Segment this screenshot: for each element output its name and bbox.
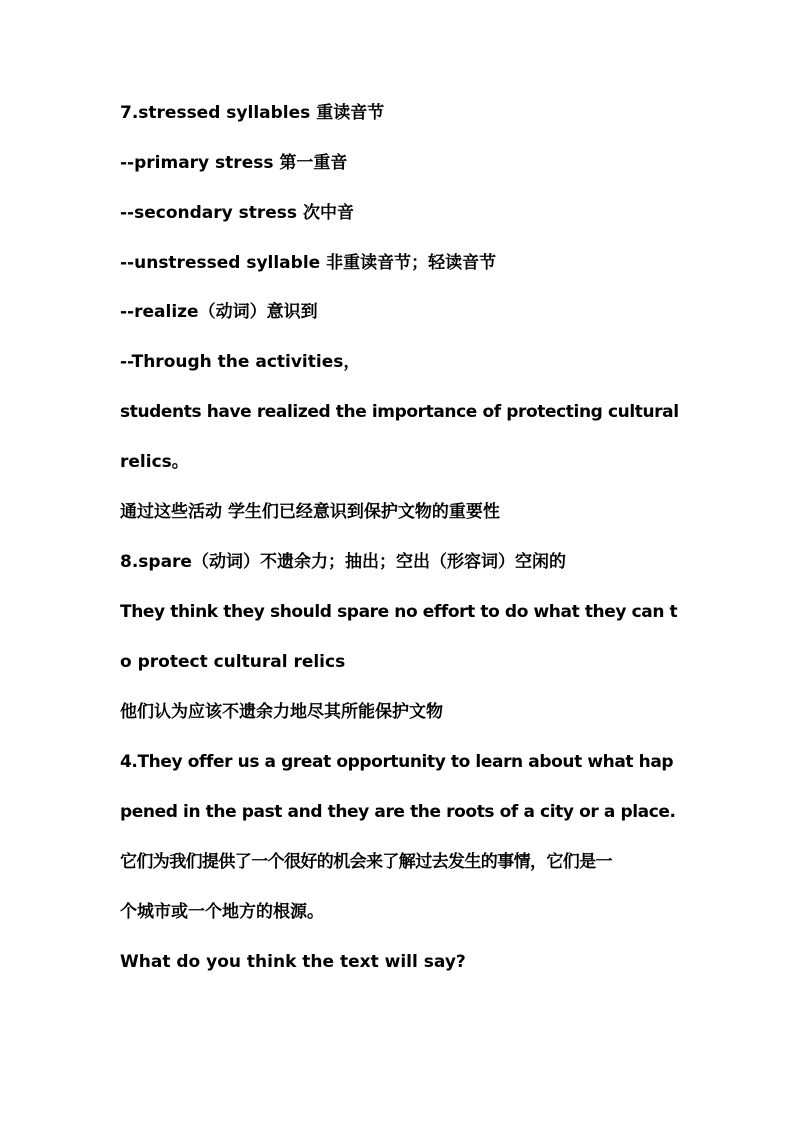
text-line-stressed-syllables: 7.stressed syllables 重读音节: [120, 103, 385, 123]
text-line-realize: --realize（动词）意识到: [120, 302, 318, 322]
text-line-protect-relics: o protect cultural relics: [120, 652, 346, 672]
text-line-secondary-stress: --secondary stress 次中音: [120, 203, 354, 223]
text-line-students-realized: students have realized the importance of protecting cultural: [120, 402, 679, 422]
text-line-through-activities: --Through the activities，: [120, 352, 361, 372]
text-line-question: What do you think the text will say?: [120, 952, 466, 972]
text-line-pened-past: pened in the past and they are the roots of a city or a place.: [120, 802, 676, 822]
text-line-chinese-translation-3-cont: 个城市或一个地方的根源。: [120, 902, 324, 922]
text-line-chinese-translation-2: 他们认为应该不遗余力地尽其所能保护文物: [120, 702, 443, 722]
text-line-relics: relics。: [120, 452, 189, 472]
text-line-primary-stress: --primary stress 第一重音: [120, 153, 348, 173]
text-line-spare: 8.spare（动词）不遗余力；抽出；空出（形容词）空闲的: [120, 552, 566, 572]
text-line-they-offer: 4.They offer us a great opportunity to learn about what hap: [120, 752, 674, 772]
text-line-they-think: They think they should spare no effort to do what they can t: [120, 602, 678, 622]
text-line-chinese-translation-1: 通过这些活动 学生们已经意识到保护文物的重要性: [120, 502, 500, 522]
text-line-chinese-translation-3: 它们为我们提供了一个很好的机会来了解过去发生的事情，它们是一: [120, 852, 612, 872]
text-line-unstressed-syllable: --unstressed syllable 非重读音节；轻读音节: [120, 253, 497, 273]
